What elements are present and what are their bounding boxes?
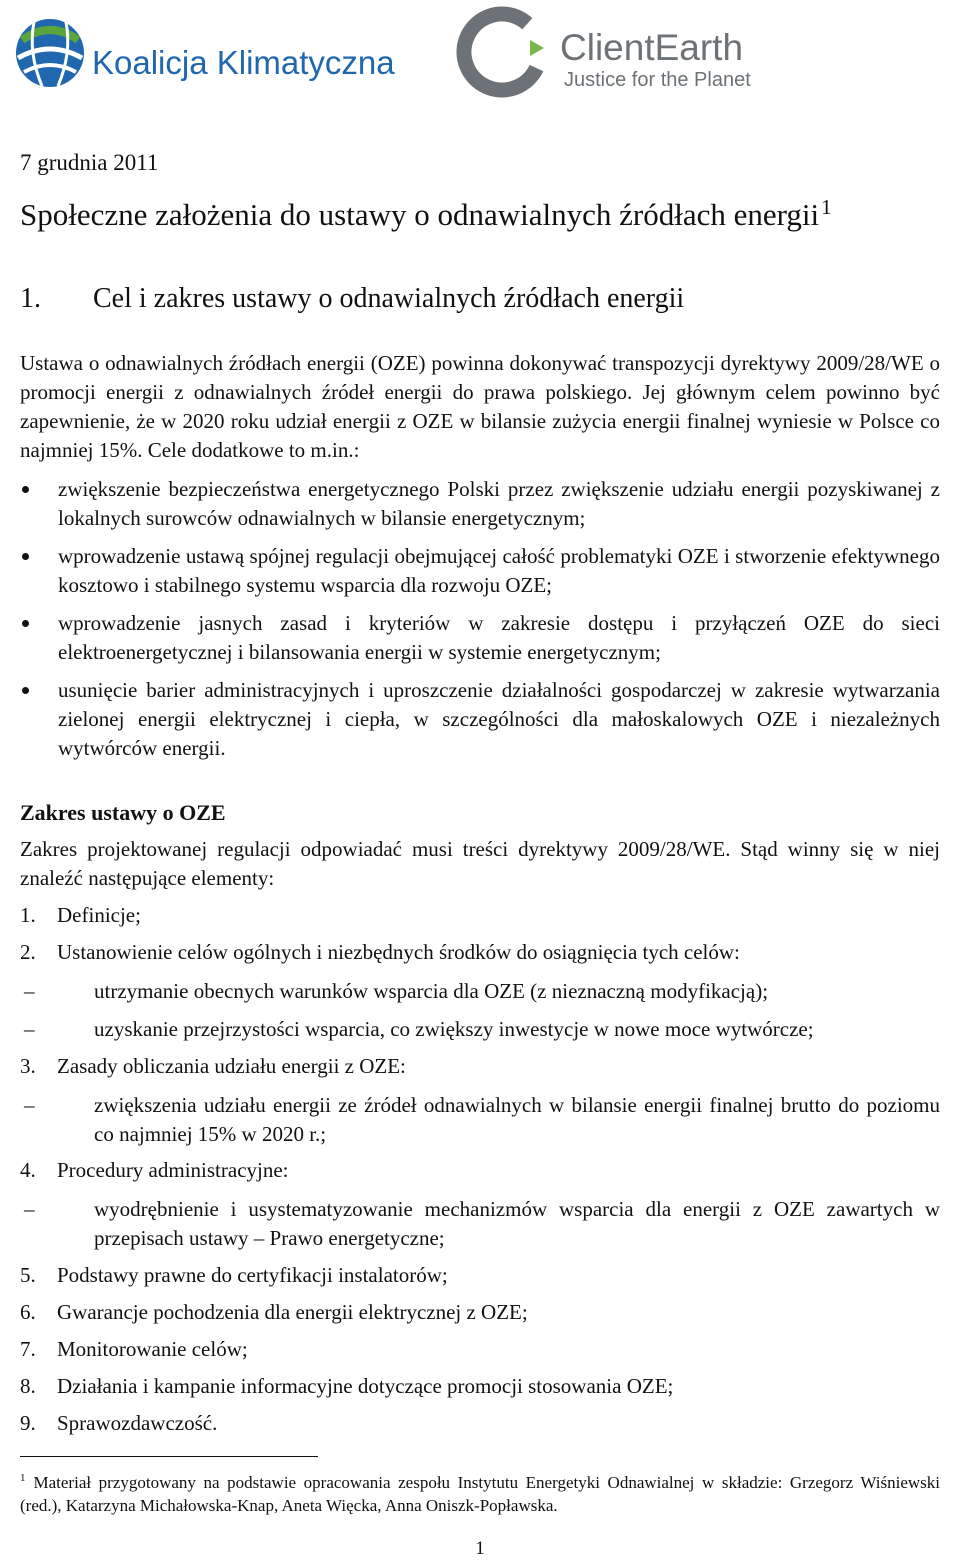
- item-number: 5.: [20, 1263, 36, 1287]
- scope-list-item: [20, 1261, 448, 1290]
- bullet-dot: [22, 687, 29, 694]
- item-number: 2.: [20, 940, 36, 964]
- bullet-dot: [22, 553, 29, 560]
- section-1-heading: [20, 283, 684, 315]
- item-text: Gwarancje pochodzenia dla energii elektrycznej z OZE;: [57, 1300, 528, 1324]
- dash-text: wyodrębnienie i usystematyzowanie mechanizmów wsparcia dla energii z OZE zawartych w przepisach ustawy – Prawo energetyczne;: [94, 1197, 940, 1250]
- item-text: Procedury administracyjne:: [57, 1158, 289, 1182]
- item-number: 4.: [20, 1158, 36, 1182]
- dash-marker: –: [24, 1017, 35, 1041]
- item-number: 9.: [20, 1411, 36, 1435]
- item-number: 6.: [20, 1300, 36, 1324]
- bullet-text: zwiększenie bezpieczeństwa energetycznego Polski przez zwiększenie udziału energii pozyskiwanej z lokalnych surowców odnawialnych w bilansie energetycznym;: [58, 477, 940, 530]
- item-number: 3.: [20, 1054, 36, 1078]
- clientearth-logo-tagline: Justice for the Planet: [564, 69, 751, 91]
- item-text: Sprawozdawczość.: [57, 1411, 218, 1435]
- scope-list-item: [20, 1335, 248, 1364]
- item-text: Działania i kampanie informacyjne dotyczące promocji stosowania OZE;: [57, 1374, 674, 1398]
- section-1-intro: Ustawa o odnawialnych źródłach energii (OZE) powinna dokonywać transpozycji dyrektywy 2009/28/WE o promocji energii z odnawialnych źródeł energii do prawa polskiego. Jej głównym celem powinno być zapewnienie, że w 2020 roku udział energii z OZE w bilansie zużycia energii finalnej wyniesie w Polsce co najmniej 15%. Cele dodatkowe to m.in.:: [20, 351, 940, 462]
- section-1-number: 1.: [20, 283, 41, 314]
- scope-intro: Zakres projektowanej regulacji odpowiadać musi treści dyrektywy 2009/28/WE. Stąd winny się w niej znaleźć następujące elementy:: [20, 837, 940, 890]
- item-number: 7.: [20, 1337, 36, 1361]
- footnote-ref: 1: [20, 1472, 26, 1485]
- bullet-dot: [22, 486, 29, 493]
- dash-text: utrzymanie obecnych warunków wsparcia dla OZE (z nieznaczną modyfikacją);: [94, 979, 769, 1003]
- bullet-text: wprowadzenie ustawą spójnej regulacji obejmującej całość problematyki OZE i stworzenie efektywnego kosztowo i stabilnego systemu wsparcia dla rozwoju OZE;: [58, 544, 940, 597]
- scope-list-item: [20, 1298, 528, 1327]
- clientearth-logo-name: ClientEarth: [560, 27, 744, 68]
- item-text: Zasady obliczania udziału energii z OZE:: [57, 1054, 406, 1078]
- scope-list-item: [20, 1409, 217, 1438]
- footnote-separator: [20, 1456, 318, 1457]
- scope-list-item: [20, 1156, 289, 1185]
- scope-list-item: [20, 1052, 406, 1081]
- section-1-title: Cel i zakres ustawy o odnawialnych źródłach energii: [93, 283, 685, 314]
- item-text: Ustanowienie celów ogólnych i niezbędnych środków do osiągnięcia tych celów:: [57, 940, 740, 964]
- clientearth-logo: [456, 6, 756, 98]
- scope-list-item: [20, 901, 141, 930]
- scope-heading: Zakres ustawy o OZE: [20, 800, 226, 825]
- title-footnote-ref: 1: [821, 194, 832, 219]
- document-date: 7 grudnia 2011: [20, 150, 159, 175]
- document-title: [20, 194, 832, 233]
- scope-list-item: [20, 1372, 673, 1401]
- dash-marker: –: [24, 1197, 35, 1221]
- item-text: Podstawy prawne do certyfikacji instalatorów;: [57, 1263, 448, 1287]
- scope-list-item: [20, 938, 740, 967]
- footnote-text: Materiał przygotowany na podstawie opracowania zespołu Instytutu Energetyki Odnawialnej w składzie: Grzegorz Wiśniewski (red.), Katarzyna Michałowska-Knap, Aneta Więcka, Anna Oniszk-Popławska.: [20, 1473, 940, 1515]
- bullet-text: wprowadzenie jasnych zasad i kryteriów w zakresie dostępu i przyłączeń OZE do sieci elektroenergetycznej i bilansowania energii w systemie energetycznym;: [58, 611, 940, 664]
- bullet-dot: [22, 620, 29, 627]
- dash-text: uzyskanie przejrzystości wsparcia, co zwiększy inwestycje w nowe moce wytwórcze;: [94, 1017, 814, 1041]
- item-text: Definicje;: [57, 903, 141, 927]
- document-title-text: Społeczne założenia do ustawy o odnawialnych źródłach energii: [20, 197, 820, 232]
- item-number: 1.: [20, 903, 36, 927]
- dash-marker: –: [24, 979, 35, 1003]
- koalicja-klimatyczna-logo: [8, 10, 395, 95]
- koalicja-logo-text: Koalicja Klimatyczna: [92, 44, 395, 81]
- item-text: Monitorowanie celów;: [57, 1337, 248, 1361]
- page-number: 1: [475, 1538, 485, 1559]
- bullet-text: usunięcie barier administracyjnych i uproszczenie działalności gospodarczej w zakresie wytwarzania zielonej energii elektrycznej i ciepła, w szczególności dla małoskalowych OZE i niezależnych wytwórców energii.: [58, 678, 940, 760]
- footnote: [20, 1471, 940, 1517]
- dash-text: zwiększenia udziału energii ze źródeł odnawialnych w bilansie energii finalnej brutto do poziomu co najmniej 15% w 2020 r.;: [94, 1093, 940, 1146]
- item-number: 8.: [20, 1374, 36, 1398]
- dash-marker: –: [24, 1093, 35, 1117]
